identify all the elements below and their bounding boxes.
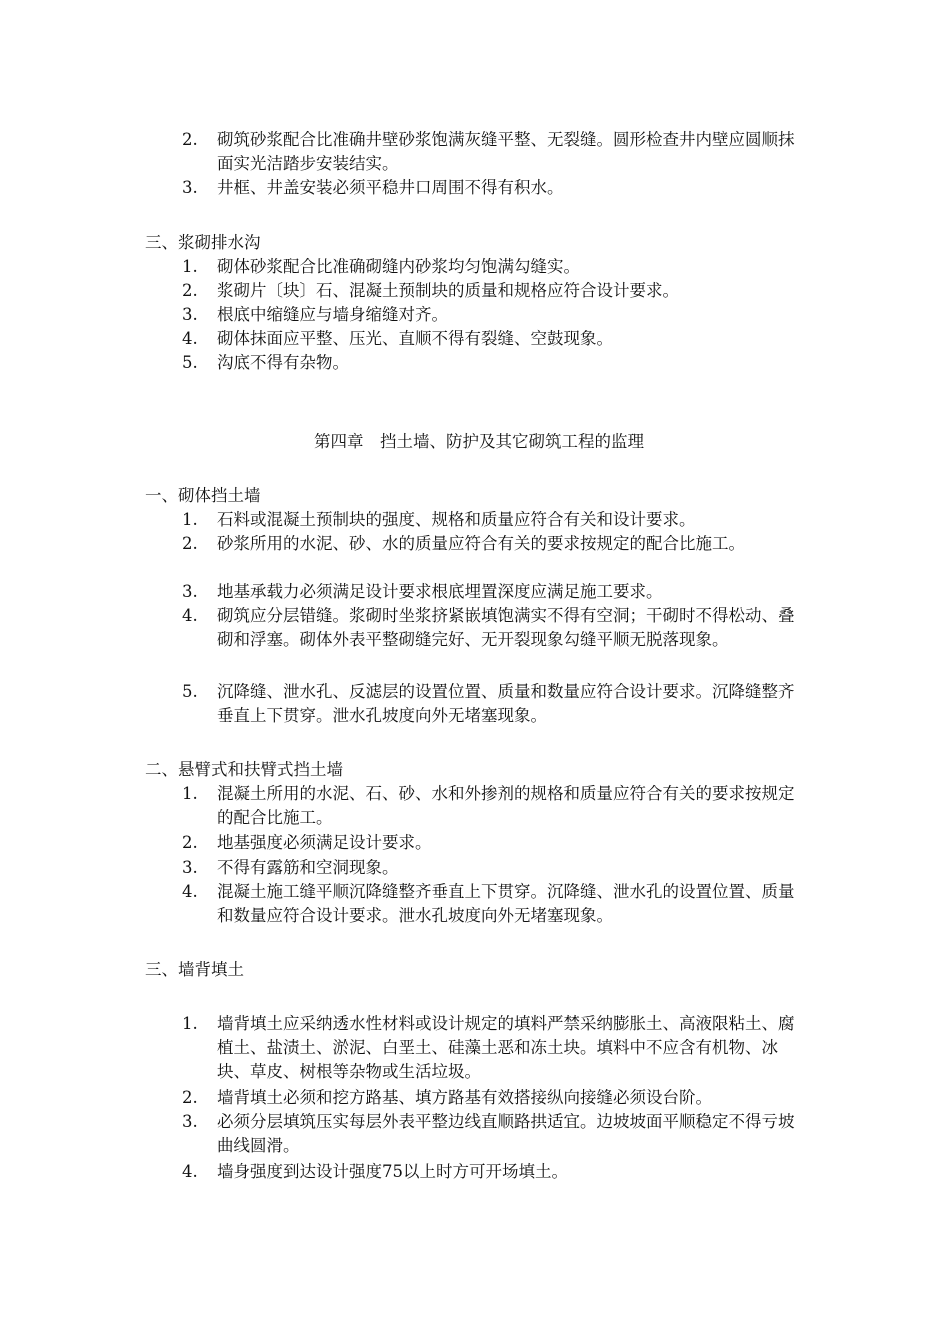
section-heading: 三、墙背填土 [145, 960, 244, 979]
item-text: 砌筑应分层错缝。浆砌时坐浆挤紧嵌填饱满实不得有空洞；干砌时不得松动、叠砌和浮塞。砌体外表平整砌缝完好、无开裂现象勾缝平顺无脱落现象。 [217, 606, 795, 649]
item-number: 5. [182, 682, 198, 701]
item-text: 根底中缩缝应与墙身缩缝对齐。 [217, 305, 448, 324]
item-number: 2. [182, 281, 198, 300]
item-text: 浆砌片〔块〕石、混凝土预制块的质量和规格应符合设计要求。 [217, 281, 679, 300]
item-number: 1. [182, 1014, 198, 1033]
item-number: 4. [182, 606, 198, 625]
list-item [182, 327, 797, 351]
item-text: 不得有露筋和空洞现象。 [217, 858, 399, 877]
item-number: 3. [182, 1112, 198, 1131]
item-text: 砂浆所用的水泥、砂、水的质量应符合有关的要求按规定的配合比施工。 [217, 534, 745, 553]
item-text: 墙背填土应采纳透水性材料或设计规定的填料严禁采纳膨胀土、高液限粘土、腐植土、盐渍土、淤泥、白垩土、硅藻土恶和冻土块。填料中不应含有机物、冰块、草皮、树根等杂物或生活垃圾。 [217, 1014, 795, 1081]
item-number: 2. [182, 534, 198, 553]
list-item [182, 1086, 797, 1110]
list-item [182, 880, 797, 928]
item-text: 沟底不得有杂物。 [217, 353, 349, 372]
list-item [182, 279, 797, 303]
item-text: 石料或混凝土预制块的强度、规格和质量应符合有关和设计要求。 [217, 510, 696, 529]
list-item [182, 303, 797, 327]
item-number: 3. [182, 305, 198, 324]
item-number: 2. [182, 130, 198, 149]
list-item [182, 580, 797, 604]
item-number: 2. [182, 1088, 198, 1107]
item-text: 墙背填土必须和挖方路基、填方路基有效搭接纵向接缝必须设台阶。 [217, 1088, 712, 1107]
item-number: 1. [182, 510, 198, 529]
item-text: 砌筑砂浆配合比准确井壁砂浆饱满灰缝平整、无裂缝。圆形检查井内壁应圆顺抹面实光洁踏步安装结实。 [217, 130, 795, 173]
section-heading: 一、砌体挡土墙 [145, 486, 261, 505]
item-number: 3. [182, 582, 198, 601]
list-item [182, 532, 797, 556]
item-number: 1. [182, 257, 198, 276]
list-item [182, 1160, 797, 1184]
list-item [182, 604, 797, 652]
item-number: 1. [182, 784, 198, 803]
item-text: 砌体抹面应平整、压光、直顺不得有裂缝、空鼓现象。 [217, 329, 613, 348]
item-text: 地基承载力必须满足设计要求根底埋置深度应满足施工要求。 [217, 582, 663, 601]
item-text: 砌体砂浆配合比准确砌缝内砂浆均匀饱满勾缝实。 [217, 257, 580, 276]
list-item [182, 176, 797, 200]
list-item [182, 680, 797, 728]
chapter-title-text: 第四章 挡土墙、防护及其它砌筑工程的监理 [314, 432, 644, 451]
item-text: 必须分层填筑压实每层外表平整边线直顺路拱适宜。边坡坡面平顺稳定不得亏坡曲线圆滑。 [217, 1112, 795, 1155]
item-number: 5. [182, 353, 198, 372]
item-text: 墙身强度到达设计强度75以上时方可开场填土。 [217, 1162, 568, 1181]
list-item [182, 1110, 797, 1158]
item-text: 沉降缝、泄水孔、反滤层的设置位置、质量和数量应符合设计要求。沉降缝整齐垂直上下贯穿。泄水孔坡度向外无堵塞现象。 [217, 682, 795, 725]
item-text: 混凝土所用的水泥、石、砂、水和外掺剂的规格和质量应符合有关的要求按规定的配合比施工。 [217, 784, 795, 827]
list-item [182, 856, 797, 880]
item-number: 2. [182, 833, 198, 852]
list-item [182, 255, 797, 279]
section-heading: 二、悬臂式和扶臂式挡土墙 [145, 760, 343, 779]
item-number: 3. [182, 858, 198, 877]
list-item [182, 128, 797, 176]
item-number: 4. [182, 882, 198, 901]
chapter-title [0, 430, 950, 454]
item-number: 4. [182, 1162, 198, 1181]
item-text: 井框、井盖安装必须平稳井口周围不得有积水。 [217, 178, 564, 197]
list-item [182, 831, 797, 855]
item-number: 3. [182, 178, 198, 197]
item-text: 混凝土施工缝平顺沉降缝整齐垂直上下贯穿。沉降缝、泄水孔的设置位置、质量和数量应符合设计要求。泄水孔坡度向外无堵塞现象。 [217, 882, 795, 925]
section-heading: 三、浆砌排水沟 [145, 233, 261, 252]
list-item [182, 351, 797, 375]
list-item [182, 1012, 797, 1084]
item-text: 地基强度必须满足设计要求。 [217, 833, 432, 852]
list-item [182, 782, 797, 830]
item-number: 4. [182, 329, 198, 348]
list-item [182, 508, 797, 532]
